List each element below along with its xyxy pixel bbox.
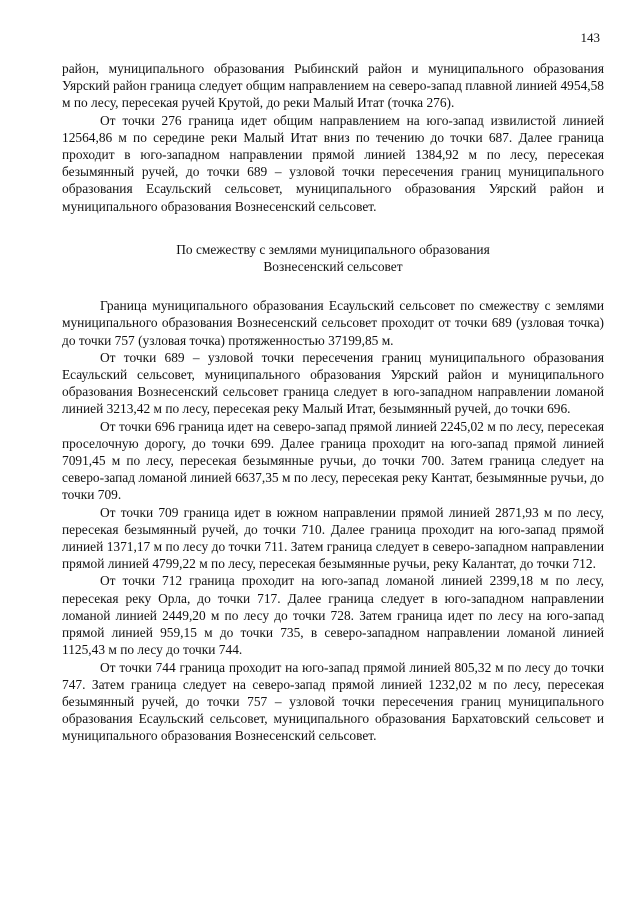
section-heading-line-1: По смежеству с землями муниципального образования: [176, 241, 490, 257]
paragraph-point-276: От точки 276 граница идет общим направлением на юго-запад извилистой линией 12564,86 м по середине реки Малый Итат вниз по течению до точки 687. Далее граница проходит в юго-западном направлении прямой линией 1384,92 м по лесу, пересекая безымянный ручей, до точки 689 – узловой точки пересечения границ муниципального образования Есаульский сельсовет, муниципального образования Уярский район и муниципального образования Вознесенский сельсовет.: [62, 112, 604, 214]
paragraph-boundary-summary: Граница муниципального образования Есаульский сельсовет по смежеству с землями муниципального образования Вознесенский сельсовет проходит от точки 689 (узловая точка) до точки 757 (узловая точка) протяженностью 37199,85 м.: [62, 298, 604, 348]
paragraph-continuation: район, муниципального образования Рыбинский район и муниципального образования Уярский район граница следует общим направлением на северо-запад плавной линией 4954,58 м по лесу, пересекая ручей Крутой, до реки Малый Итат (точка 276).: [62, 61, 604, 111]
paragraph-point-712: От точки 712 граница проходит на юго-запад ломаной линией 2399,18 м по лесу, пересекая реку Орла, до точки 717. Далее граница следует в юго-западном направлении ломаной линией 2449,20 м по лесу до точки 728. Затем граница идет по лесу на юго-запад прямой линией 959,15 м до точки 735, в северо-западном направлении ломаной линией 1125,43 м по лесу до точки 744.: [62, 573, 604, 658]
paragraph-point-709: От точки 709 граница идет в южном направлении прямой линией 2871,93 м по лесу, пересекая безымянный ручей, до точки 710. Далее граница проходит на юго-запад прямой линией 1371,17 м по лесу до точки 711. Затем граница следует в северо-западном направлении прямой линией 4799,22 м по лесу, пересекая безымянные ручьи, реку Калантат, до точки 712.: [62, 504, 604, 572]
paragraph-point-689: От точки 689 – узловой точки пересечения границ муниципального образования Есаульский сельсовет, муниципального образования Уярский район и муниципального образования Вознесенский сельсовет граница следует в юго-западном направлении ломаной линией 3213,42 м по лесу, пересекая реку Малый Итат, безымянный ручей, до точки 696.: [62, 349, 604, 417]
paragraph-point-696: От точки 696 граница идет на северо-запад прямой линией 2245,02 м по лесу, пересекая проселочную дорогу, до точки 699. Далее граница проходит на юго-запад прямой линией 7091,45 м по лесу, пересекая безымянные ручьи, до точки 700. Затем граница следует на северо-запад ломаной линией 6637,35 м по лесу, пересекая реку Кантат, безымянные ручьи, до точки 709.: [62, 418, 604, 503]
section-heading: [62, 241, 604, 275]
section-heading-line-2: Вознесенский сельсовет: [263, 259, 403, 275]
paragraph-point-744: От точки 744 граница проходит на юго-запад прямой линией 805,32 м по лесу до точки 747. Затем граница следует на северо-запад прямой линией 1232,02 м по лесу, пересекая безымянный ручей, до точки 757 – узловой точки пересечения границ муниципального образования Есаульский сельсовет, муниципального образования Бархатовский сельсовет и муниципального образования Вознесенский сельсовет.: [62, 659, 604, 744]
document-body: [62, 60, 604, 745]
page-number: 143: [580, 30, 600, 45]
